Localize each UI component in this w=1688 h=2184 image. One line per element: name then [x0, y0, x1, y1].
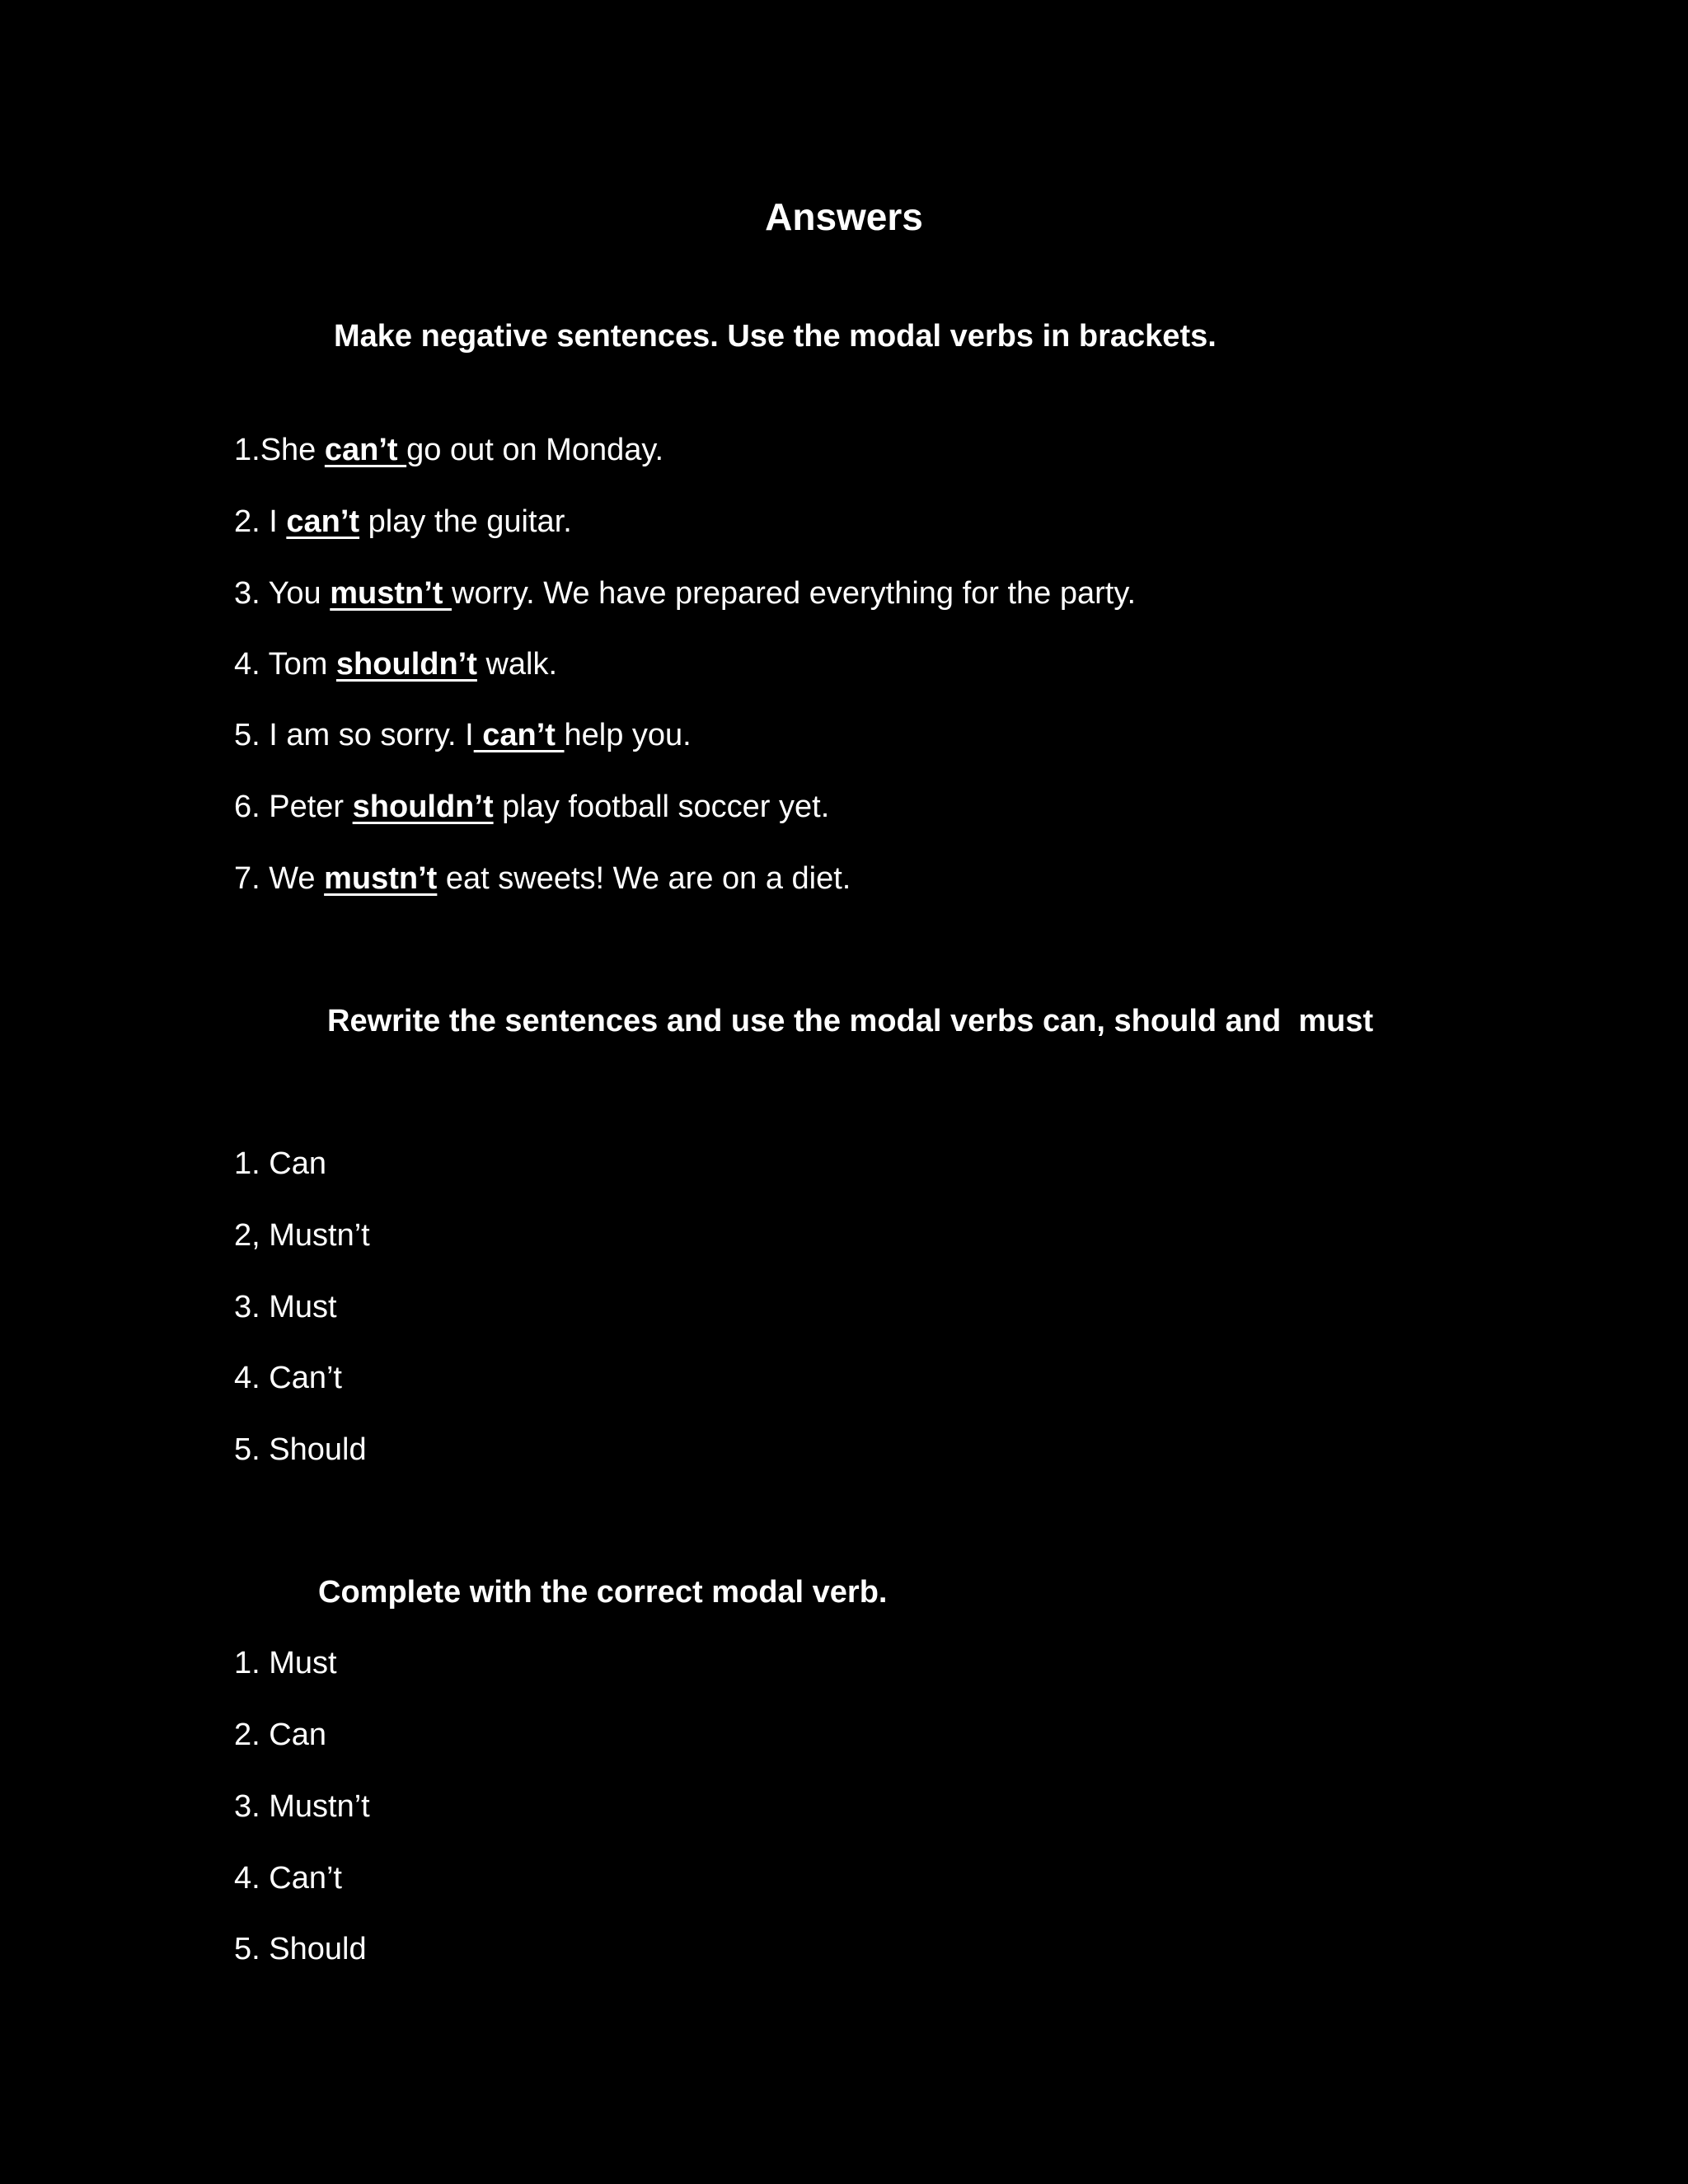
answer-suffix: walk. — [476, 647, 558, 682]
section-heading-negative-sentences: Make negative sentences. Use the modal verbs in brackets. — [334, 319, 1217, 354]
answer-modal: can’t — [324, 433, 407, 467]
answer-modal: shouldn’t — [335, 647, 477, 682]
answer-line: 1. Must — [234, 1646, 337, 1680]
answer-modal: mustn’t — [330, 576, 452, 611]
answer-line — [234, 786, 829, 827]
answer-suffix: help you. — [564, 718, 692, 752]
answer-line: 3. Mustn’t — [234, 1789, 370, 1824]
answer-line: 4. Can’t — [234, 1361, 342, 1395]
answer-prefix: 1.She — [234, 433, 325, 467]
answer-suffix: play the guitar. — [359, 504, 572, 539]
answer-line — [234, 429, 663, 471]
answer-prefix: 3. You — [234, 576, 331, 611]
answer-suffix: play football soccer yet. — [493, 790, 830, 824]
answer-line — [234, 644, 557, 685]
answer-line: 3. Must — [234, 1290, 337, 1324]
answer-line: 5. Should — [234, 1932, 367, 1966]
answer-line: 2, Mustn’t — [234, 1218, 370, 1253]
answer-suffix: eat sweets! We are on a diet. — [437, 861, 851, 896]
answer-prefix: 6. Peter — [234, 790, 353, 824]
answer-modal: mustn’t — [324, 861, 438, 896]
answer-prefix: 7. We — [234, 861, 325, 896]
answer-line: 1. Can — [234, 1146, 326, 1181]
answer-line — [234, 573, 1136, 614]
section-heading-rewrite-sentences: Rewrite the sentences and use the modal verbs can, should and must — [327, 1004, 1374, 1038]
answer-line: 5. Should — [234, 1432, 367, 1467]
answer-prefix: 5. I am so sorry. I — [234, 718, 474, 752]
section-heading-complete-modal: Complete with the correct modal verb. — [318, 1575, 888, 1610]
answer-line: 4. Can’t — [234, 1861, 342, 1896]
answer-prefix: 2. I — [234, 504, 287, 539]
answer-line: 2. Can — [234, 1718, 326, 1752]
answer-line — [234, 715, 692, 756]
answer-modal: shouldn’t — [352, 790, 494, 824]
answer-line — [234, 501, 572, 542]
page-title: Answers — [765, 195, 923, 238]
answer-prefix: 4. Tom — [234, 647, 336, 682]
answer-modal: can’t — [473, 718, 565, 752]
answer-modal: can’t — [286, 504, 360, 539]
answer-suffix: worry. We have prepared everything for the party. — [452, 576, 1137, 611]
answer-suffix: go out on Monday. — [406, 433, 664, 467]
answer-line — [234, 858, 851, 899]
